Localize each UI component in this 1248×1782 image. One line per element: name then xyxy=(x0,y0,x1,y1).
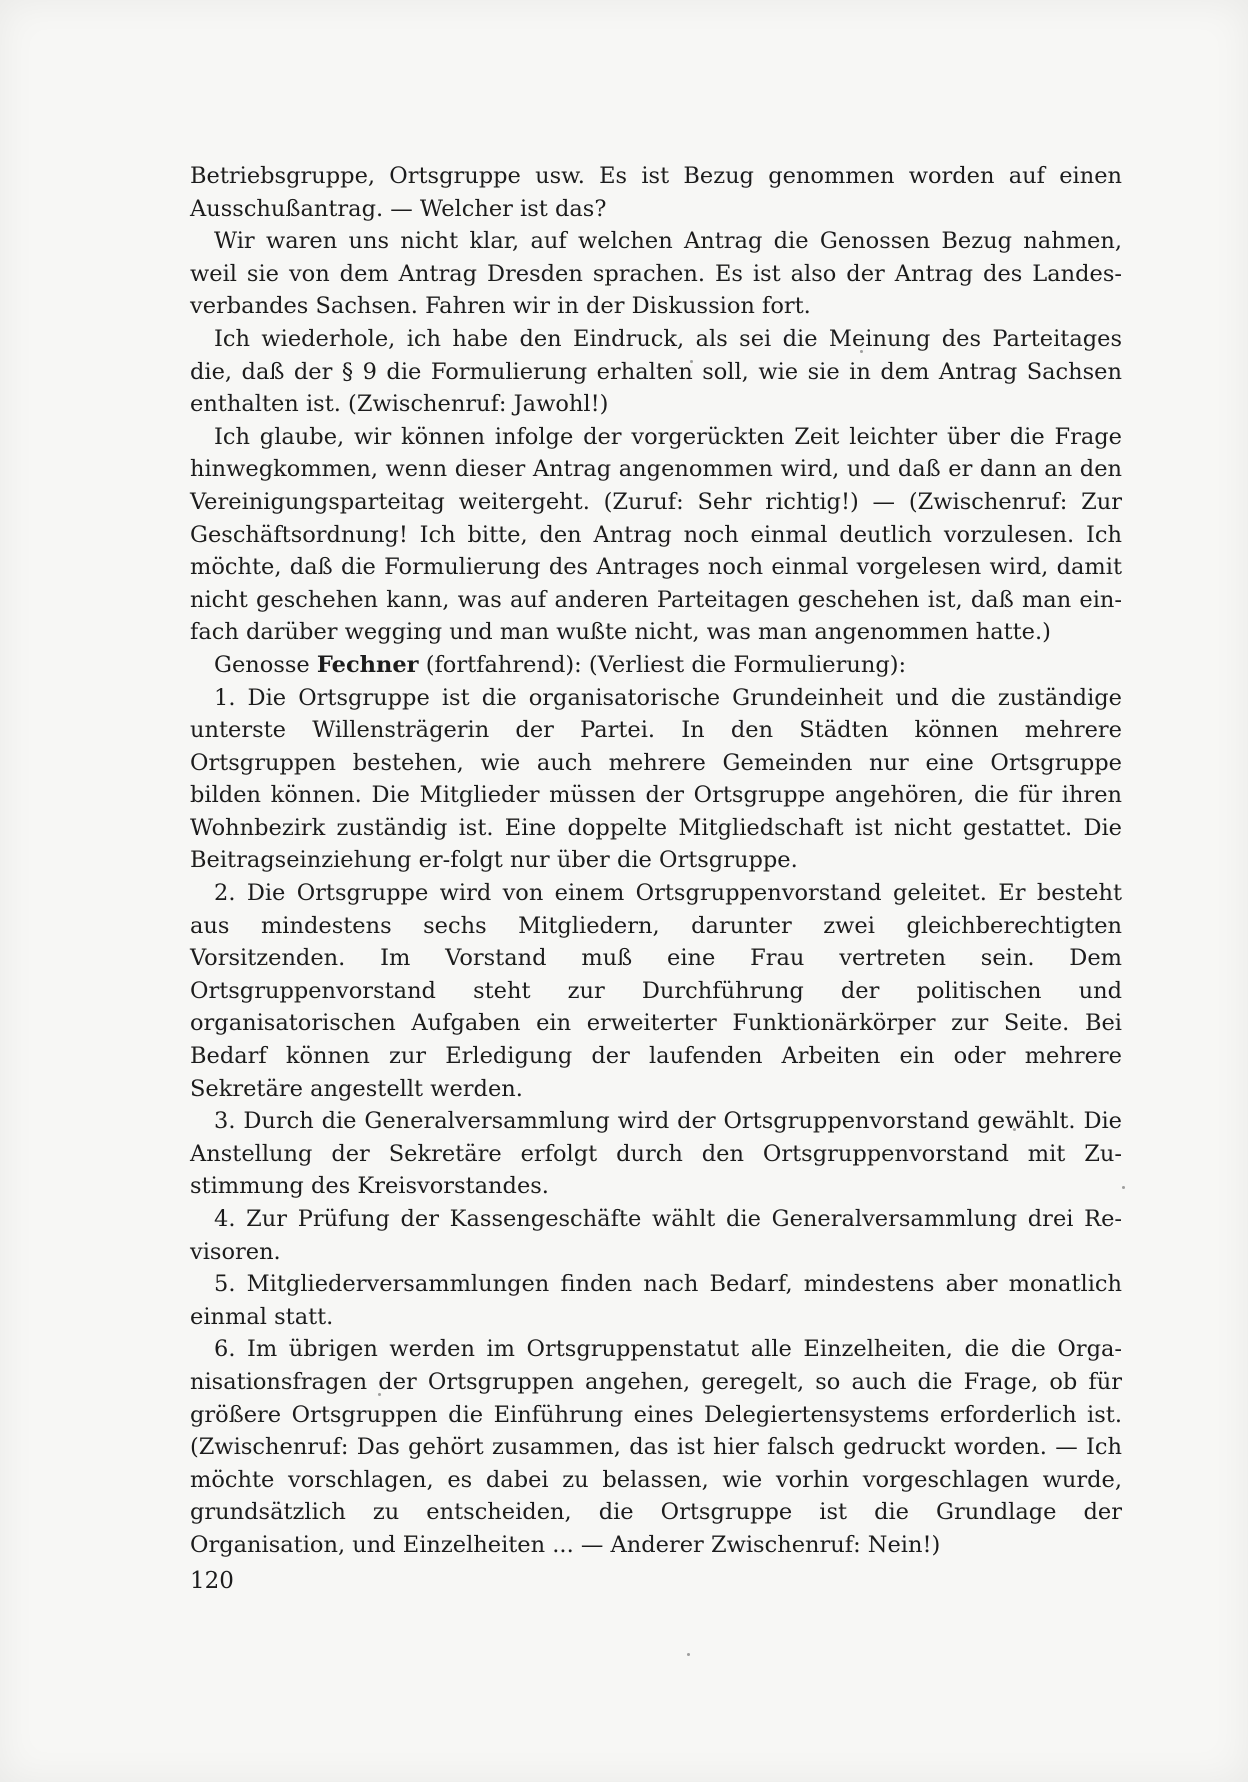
body-text xyxy=(190,160,1122,1562)
paragraph: Ich wiederhole, ich habe den Eindruck, als sei die Meinung des Parteitages die, daß der § 9 die Formulierung erhalten soll, wie sie in dem Antrag Sachsen enthalten ist. (Zwischenruf: Jawohl!) xyxy=(190,325,1122,418)
paragraph: Betriebsgruppe, Ortsgruppe usw. Es ist Bezug genommen worden auf einen Ausschußantrag. — Welcher ist das? xyxy=(190,163,1122,222)
print-speck xyxy=(1122,1186,1125,1189)
list-item: 4. Zur Prüfung der Kassengeschäfte wählt die Generalversammlung drei Re-visoren. xyxy=(190,1206,1122,1265)
list-item: 6. Im übrigen werden im Ortsgruppenstatut alle Einzelheiten, die die Orga-nisationsfragen der Ortsgruppen angehen, geregelt, so auch die Frage, ob für größere Ortsgruppen die Einführung eines Delegiertensystems erforderlich ist. (Zwischenruf: Das gehört zusammen, das ist hier falsch gedruckt worden. — Ich möchte vorschlagen, es dabei zu belassen, wie vorhin vorgeschlagen wurde, grundsätzlich zu entscheiden, die Ortsgruppe ist die Grundlage der Organisation, und Einzelheiten ... — Anderer Zwischenruf: Nein!) xyxy=(190,1336,1122,1558)
speaker-suffix: (fortfahrend): (Verliest die Formulierung): xyxy=(418,651,907,678)
speaker-name: Fechner xyxy=(316,651,419,678)
list-item: 3. Durch die Generalversammlung wird der Ortsgruppenvorstand gewählt. Die Anstellung der Sekretäre erfolgt durch den Ortsgruppenvorstand mit Zu-stimmung des Kreisvorstandes. xyxy=(190,1108,1122,1200)
list-item: 2. Die Ortsgruppe wird von einem Ortsgruppenvorstand geleitet. Er besteht aus mindestens sechs Mitgliedern, darunter zwei gleichberechtigten Vorsitzenden. Im Vorstand muß eine Frau vertreten sein. Dem Ortsgruppenvorstand steht zur Durchführung der politischen und organisatorischen Aufgaben ein erweiterter Funktionärkörper zur Seite. Bei Bedarf können zur Erledigung der laufenden Arbeiten ein oder mehrere Sekretäre angestellt werden. xyxy=(190,880,1122,1102)
paragraph: Ich glaube, wir können infolge der vorgerückten Zeit leichter über die Frage hinwegkommen, wenn dieser Antrag angenommen wird, und daß er dann an den Vereinigungsparteitag weitergeht. (Zuruf: Sehr richtig!) — (Zwischenruf: Zur Geschäftsordnung! Ich bitte, den Antrag noch einmal deutlich vorzulesen. Ich möchte, daß die Formulierung des Antrages noch einmal vorgelesen wird, damit nicht geschehen kann, was auf anderen Parteitagen geschehen ist, daß man ein-fach darüber wegging und man wußte nicht, was man angenommen hatte.) xyxy=(190,423,1122,646)
paragraph: Wir waren uns nicht klar, auf welchen Antrag die Genossen Bezug nahmen, weil sie von dem Antrag Dresden sprachen. Es ist also der Antrag des Landes-verbandes Sachsen. Fahren wir in der Diskussion fort. xyxy=(190,228,1122,320)
speaker-prefix: Genosse xyxy=(214,651,317,678)
speaker-line xyxy=(190,649,1122,682)
list-item: 1. Die Ortsgruppe ist die organisatorische Grundeinheit und die zuständige unterste Willensträgerin der Partei. In den Städten können mehrere Ortsgruppen bestehen, wie auch mehrere Gemeinden nur eine Ortsgruppe bilden können. Die Mitglieder müssen der Ortsgruppe angehören, die für ihren Wohnbezirk zuständig ist. Eine doppelte Mitgliedschaft ist nicht gestattet. Die Beitragseinziehung er-folgt nur über die Ortsgruppe. xyxy=(190,684,1122,874)
page-number: 120 xyxy=(190,1568,234,1594)
list-item: 5. Mitgliederversammlungen finden nach Bedarf, mindestens aber monatlich einmal statt. xyxy=(190,1271,1122,1330)
print-speck xyxy=(687,1653,690,1656)
